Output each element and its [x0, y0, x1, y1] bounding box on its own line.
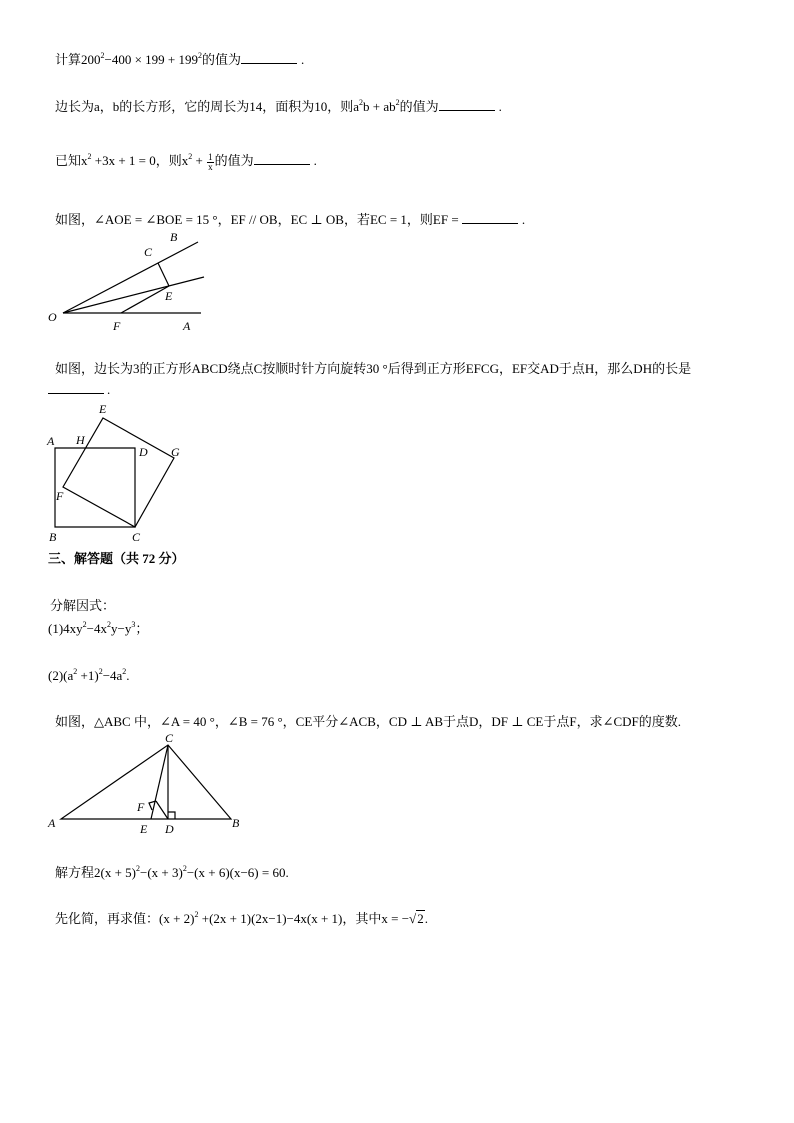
- question-6-part-1: [48, 621, 148, 637]
- segment-EF: [121, 286, 169, 313]
- segment-DF: [156, 801, 168, 819]
- label-B: B: [170, 230, 178, 244]
- answer-blank: [241, 51, 297, 64]
- q8-exp-2: 2: [182, 864, 187, 873]
- q1-text-e: 的值为: [202, 52, 242, 67]
- section-3-title: 三、解答题（共 72 分）: [48, 551, 185, 566]
- label-A: A: [48, 816, 56, 830]
- label-C: C: [132, 530, 141, 544]
- question-6-intro: [50, 598, 115, 614]
- sqrt-radicand: 2: [417, 911, 424, 926]
- question-9: [55, 911, 428, 927]
- q3-exp-1: 2: [87, 152, 92, 161]
- q1-exp-1: 2: [100, 51, 105, 60]
- q9-text-a: 先化简，再求值：(x + 2): [55, 911, 195, 926]
- right-angle-mark-F: [149, 801, 156, 810]
- q6-intro: 分解因式：: [50, 598, 116, 613]
- label-E: E: [165, 289, 173, 303]
- question-8: [55, 865, 289, 881]
- answer-blank: [439, 98, 495, 111]
- q1-period: .: [301, 52, 305, 67]
- triangle-ABC: [61, 745, 231, 819]
- q2-text-a: 边长为a，b的长方形，它的周长为14，面积为10，则a: [55, 99, 360, 114]
- q3-text-a: 已知x: [55, 153, 88, 168]
- question-4: [55, 211, 525, 228]
- ray-OB: [63, 242, 198, 313]
- section-title: [48, 551, 185, 567]
- label-B: B: [49, 530, 57, 544]
- label-O: O: [48, 310, 57, 324]
- label-D: D: [139, 445, 148, 459]
- q9-exp-1: 2: [194, 910, 199, 919]
- question-2: [55, 98, 502, 115]
- label-D: D: [165, 822, 174, 836]
- answer-blank: [462, 211, 518, 224]
- label-C: C: [165, 731, 174, 745]
- q9-text-c: +(2x + 1)(2x−1)−4x(x + 1)，其中x = −: [198, 911, 410, 926]
- q6-p1-exp-2: 2: [107, 620, 112, 629]
- right-angle-mark-D: [168, 812, 175, 819]
- q5-text: 如图，边长为3的正方形ABCD绕点C按顺时针方向旋转30 °后得到正方形EFCG，EF交AD于点H，那么DH的长是: [55, 361, 692, 376]
- q6-p2-exp-2: 2: [98, 667, 103, 676]
- q6-p2-exp-3: 2: [122, 667, 127, 676]
- q3-text-f: 的值为: [214, 153, 254, 168]
- q6-p2-e: −4a: [102, 668, 123, 683]
- question-7: [55, 714, 681, 730]
- sqrt-sign: √: [409, 911, 417, 926]
- label-C: C: [144, 245, 153, 259]
- q8-exp-1: 2: [136, 864, 140, 873]
- square-EFCG: [63, 418, 174, 527]
- q6-p2-exp-1: 2: [73, 667, 78, 676]
- label-A: A: [183, 319, 191, 333]
- q8-text-a: 解方程2(x + 5): [55, 865, 136, 880]
- q5-period: .: [107, 382, 111, 397]
- q8-text-c: −(x + 3): [140, 865, 183, 880]
- q1-exp-2: 2: [198, 51, 203, 60]
- question-3: [55, 152, 317, 172]
- label-E: E: [99, 402, 107, 416]
- question-1: [55, 51, 304, 68]
- fraction-denominator: x: [208, 161, 213, 172]
- label-H: H: [76, 433, 85, 447]
- q2-text-e: 的值为: [399, 99, 439, 114]
- segment-EC: [158, 263, 169, 286]
- q4-text: 如图，∠AOE = ∠BOE = 15 °，EF // OB，EC ⊥ OB，若EC = 1，则EF =: [55, 212, 462, 227]
- q2-exp-1: 2: [359, 98, 364, 107]
- q1-text-c: −400 × 199 + 199: [104, 52, 199, 67]
- answer-blank: [254, 152, 310, 165]
- label-A: A: [47, 434, 55, 448]
- q2-exp-2: 2: [395, 98, 400, 107]
- question-5-answer-line: [48, 381, 110, 398]
- q2-period: .: [498, 99, 502, 114]
- q6-p1-a: (1)4xy: [48, 621, 83, 636]
- q3-text-e: +: [192, 153, 207, 168]
- q2-text-c: b + ab: [363, 99, 396, 114]
- label-F: F: [137, 800, 145, 814]
- q6-p1-g: ；: [135, 621, 149, 636]
- ray-OE: [63, 277, 204, 313]
- q3-period: .: [313, 153, 317, 168]
- q6-p2-g: .: [126, 668, 130, 683]
- label-F: F: [113, 319, 121, 333]
- question-6-part-2: [48, 668, 130, 684]
- q6-p1-e: y−y: [111, 621, 132, 636]
- q4-period: .: [521, 212, 526, 227]
- label-G: G: [171, 445, 180, 459]
- fraction-numerator: 1: [208, 151, 213, 162]
- question-5: [55, 361, 691, 377]
- q1-text-a: 计算200: [55, 52, 101, 67]
- segment-CE: [151, 745, 168, 819]
- answer-blank: [48, 381, 104, 394]
- label-F: F: [56, 489, 64, 503]
- q3-text-c: +3x + 1 = 0，则x: [91, 153, 189, 168]
- label-B: B: [232, 816, 240, 830]
- q6-p1-exp-1: 2: [82, 620, 87, 629]
- q8-text-e: −(x + 6)(x−6) = 60.: [186, 865, 289, 880]
- label-E: E: [140, 822, 148, 836]
- q3-exp-2: 2: [188, 152, 193, 161]
- q7-text: 如图，△ABC 中，∠A = 40 °，∠B = 76 °，CE平分∠ACB，CD ⊥ AB于点D，DF ⊥ CE于点F，求∠CDF的度数.: [55, 714, 682, 729]
- q9-period: .: [424, 911, 428, 926]
- q6-p2-a: (2)(a: [48, 668, 74, 683]
- fraction: [207, 153, 214, 172]
- q6-p2-c: +1): [77, 668, 99, 683]
- q6-p1-exp-3: 3: [131, 620, 136, 629]
- square-ABCD: [55, 448, 135, 527]
- q6-p1-c: −4x: [86, 621, 108, 636]
